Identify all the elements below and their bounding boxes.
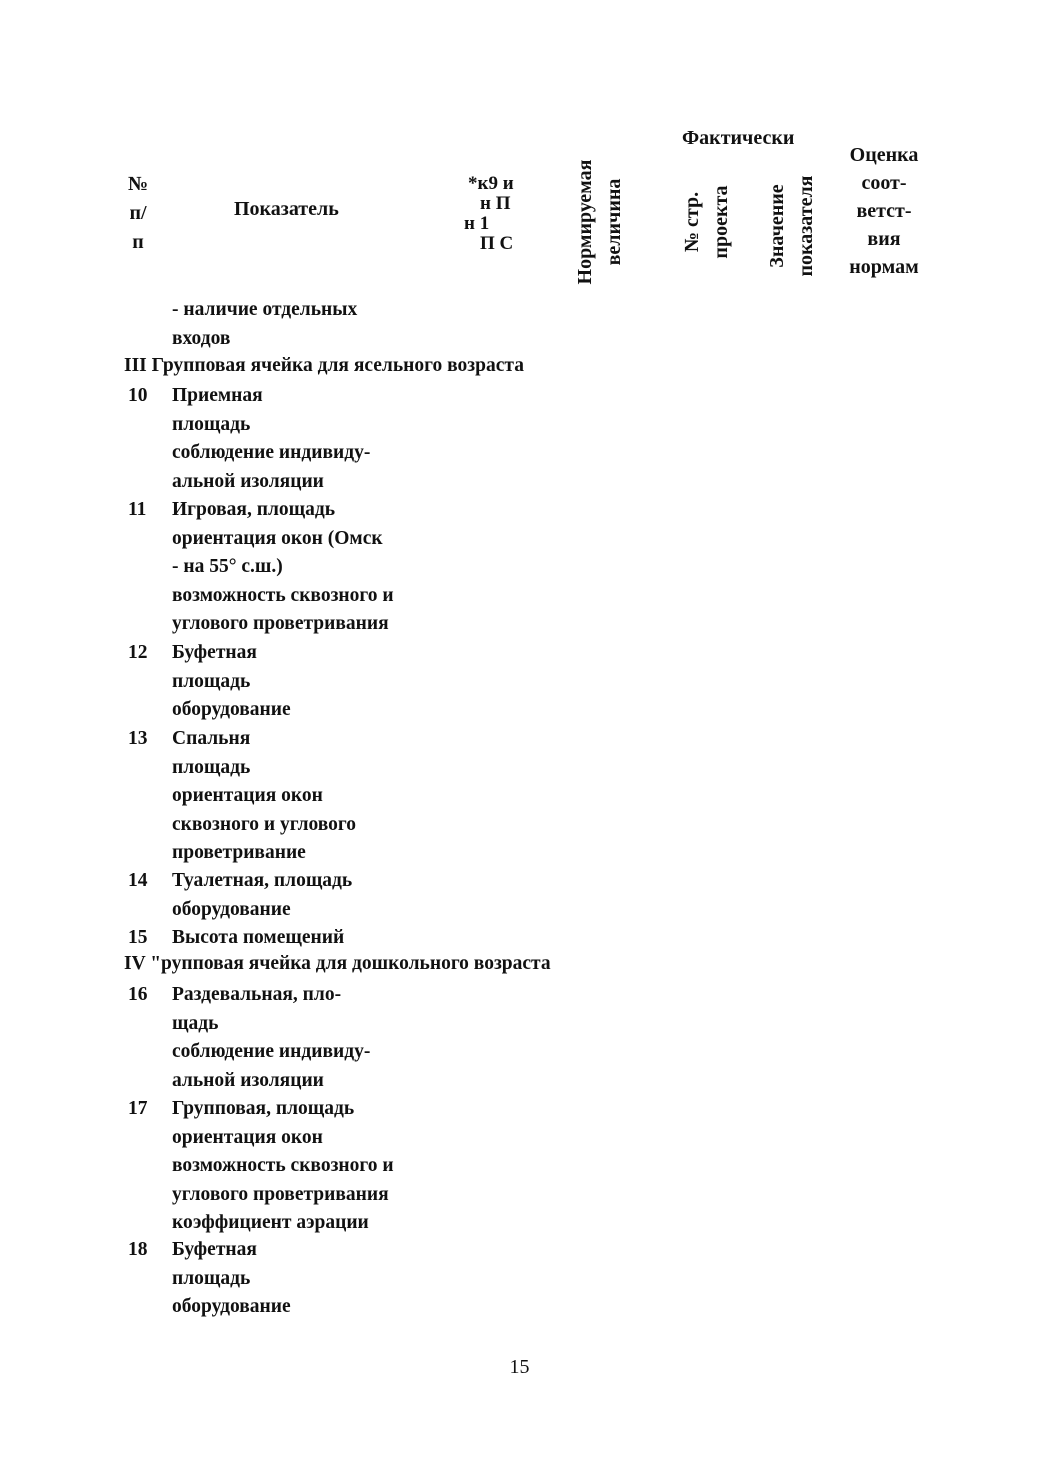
header-col-value-line: Значение: [766, 184, 788, 268]
row-text-line: альной изоляции: [172, 470, 324, 492]
row-number: 12: [128, 642, 148, 663]
row-text-line: - наличие отдельных: [172, 299, 358, 320]
header-col-norm-line: Нормируемая: [574, 159, 596, 285]
header-col-actual: Фактически: [682, 127, 795, 149]
header-col-value-line: показателя: [795, 175, 817, 277]
row-text-line: входов: [172, 327, 231, 349]
section-heading: IV "рупповая ячейка для дошкольного возраста: [124, 953, 551, 974]
header-col-code-line: н П: [480, 193, 511, 214]
row-text-line: соблюдение индивиду-: [172, 1041, 371, 1063]
row-text-line: Раздевальная, пло-: [172, 984, 342, 1005]
page-number: 15: [509, 1356, 530, 1378]
row-text: [172, 924, 344, 953]
header-col-code-line: *к9 и: [468, 173, 514, 194]
header-col-eval-line: нормам: [849, 256, 919, 278]
row-text-line: Спальня: [172, 728, 251, 749]
row-text-line: Туалетная, площадь: [172, 870, 353, 891]
row-text-line: площадь: [172, 670, 251, 692]
row-text-line: коэффициент аэрации: [172, 1212, 369, 1234]
header-col-norm: [571, 142, 631, 302]
row-number: 14: [128, 870, 148, 891]
row-text-line: сквозного и углового: [172, 813, 357, 835]
row-text: [172, 867, 352, 924]
header-col-code-line: П С: [480, 233, 514, 254]
row-text-line: ориентация окон: [172, 785, 323, 807]
header-col-indicator: Показатель: [234, 198, 339, 220]
row-text-line: углового проветривания: [172, 1183, 389, 1205]
row-text-line: Приемная: [172, 385, 263, 406]
header-col-value: [763, 166, 823, 286]
row-number: 10: [128, 385, 148, 406]
row-text-line: возможность сквозного и: [172, 584, 394, 606]
row-text: [172, 1236, 291, 1322]
section-heading: III Групповая ячейка для ясельного возраста: [124, 355, 524, 376]
row-text-line: - на 55° с.ш.): [172, 556, 283, 578]
row-text-line: альной изоляции: [172, 1069, 324, 1091]
row-text-line: оборудование: [172, 699, 291, 721]
header-col-no: [118, 170, 158, 257]
row-number: 16: [128, 984, 148, 1005]
header-col-code-line: н 1: [464, 213, 490, 234]
header-col-page-line: № стр.: [681, 191, 703, 253]
header-col-page: [678, 167, 738, 277]
row-text: [172, 725, 356, 868]
header-col-eval-line: соот-: [861, 172, 907, 194]
row-text-line: соблюдение индивиду-: [172, 442, 371, 464]
row-number: 17: [128, 1098, 148, 1119]
row-text-line: площадь: [172, 413, 251, 435]
row-text-line: проветривание: [172, 842, 306, 864]
row-text: [172, 981, 370, 1095]
header-col-no-line: п/: [129, 202, 147, 224]
row-text-line: Групповая, площадь: [172, 1098, 355, 1119]
row-text-line: углового проветривания: [172, 613, 389, 635]
row-text-line: Игровая, площадь: [172, 499, 336, 520]
row-text-line: Высота помещений: [172, 927, 345, 948]
header-col-no-line: п: [132, 231, 144, 253]
row-number: 13: [128, 728, 148, 749]
row-text-line: оборудование: [172, 1296, 291, 1318]
row-text: [172, 382, 370, 496]
header-col-code: [462, 174, 542, 254]
row-text-line: ориентация окон: [172, 1126, 323, 1148]
row-number: 18: [128, 1239, 148, 1260]
header-col-page-line: проекта: [710, 185, 732, 259]
row-text: [172, 639, 291, 725]
row-text-line: ориентация окон (Омск: [172, 527, 383, 549]
row-text-line: площадь: [172, 1267, 251, 1289]
row-number: 15: [128, 927, 148, 948]
header-col-eval-line: ветст-: [856, 200, 912, 222]
row-text-line: Буфетная: [172, 642, 257, 663]
header-col-eval-line: вия: [867, 228, 901, 250]
row-text-line: возможность сквозного и: [172, 1155, 394, 1177]
row-text-line: площадь: [172, 756, 251, 778]
row-text-line: щадь: [172, 1012, 219, 1034]
row-text: [172, 1095, 394, 1238]
row-text-line: оборудование: [172, 898, 291, 920]
row-number: 11: [128, 499, 147, 520]
row-text: [172, 496, 394, 639]
header-col-eval: [834, 141, 934, 281]
header-col-no-line: №: [127, 173, 149, 195]
row-text-line: Буфетная: [172, 1239, 257, 1260]
header-col-eval-line: Оценка: [849, 144, 919, 166]
header-col-norm-line: величина: [603, 178, 625, 266]
row-text: [172, 296, 357, 353]
